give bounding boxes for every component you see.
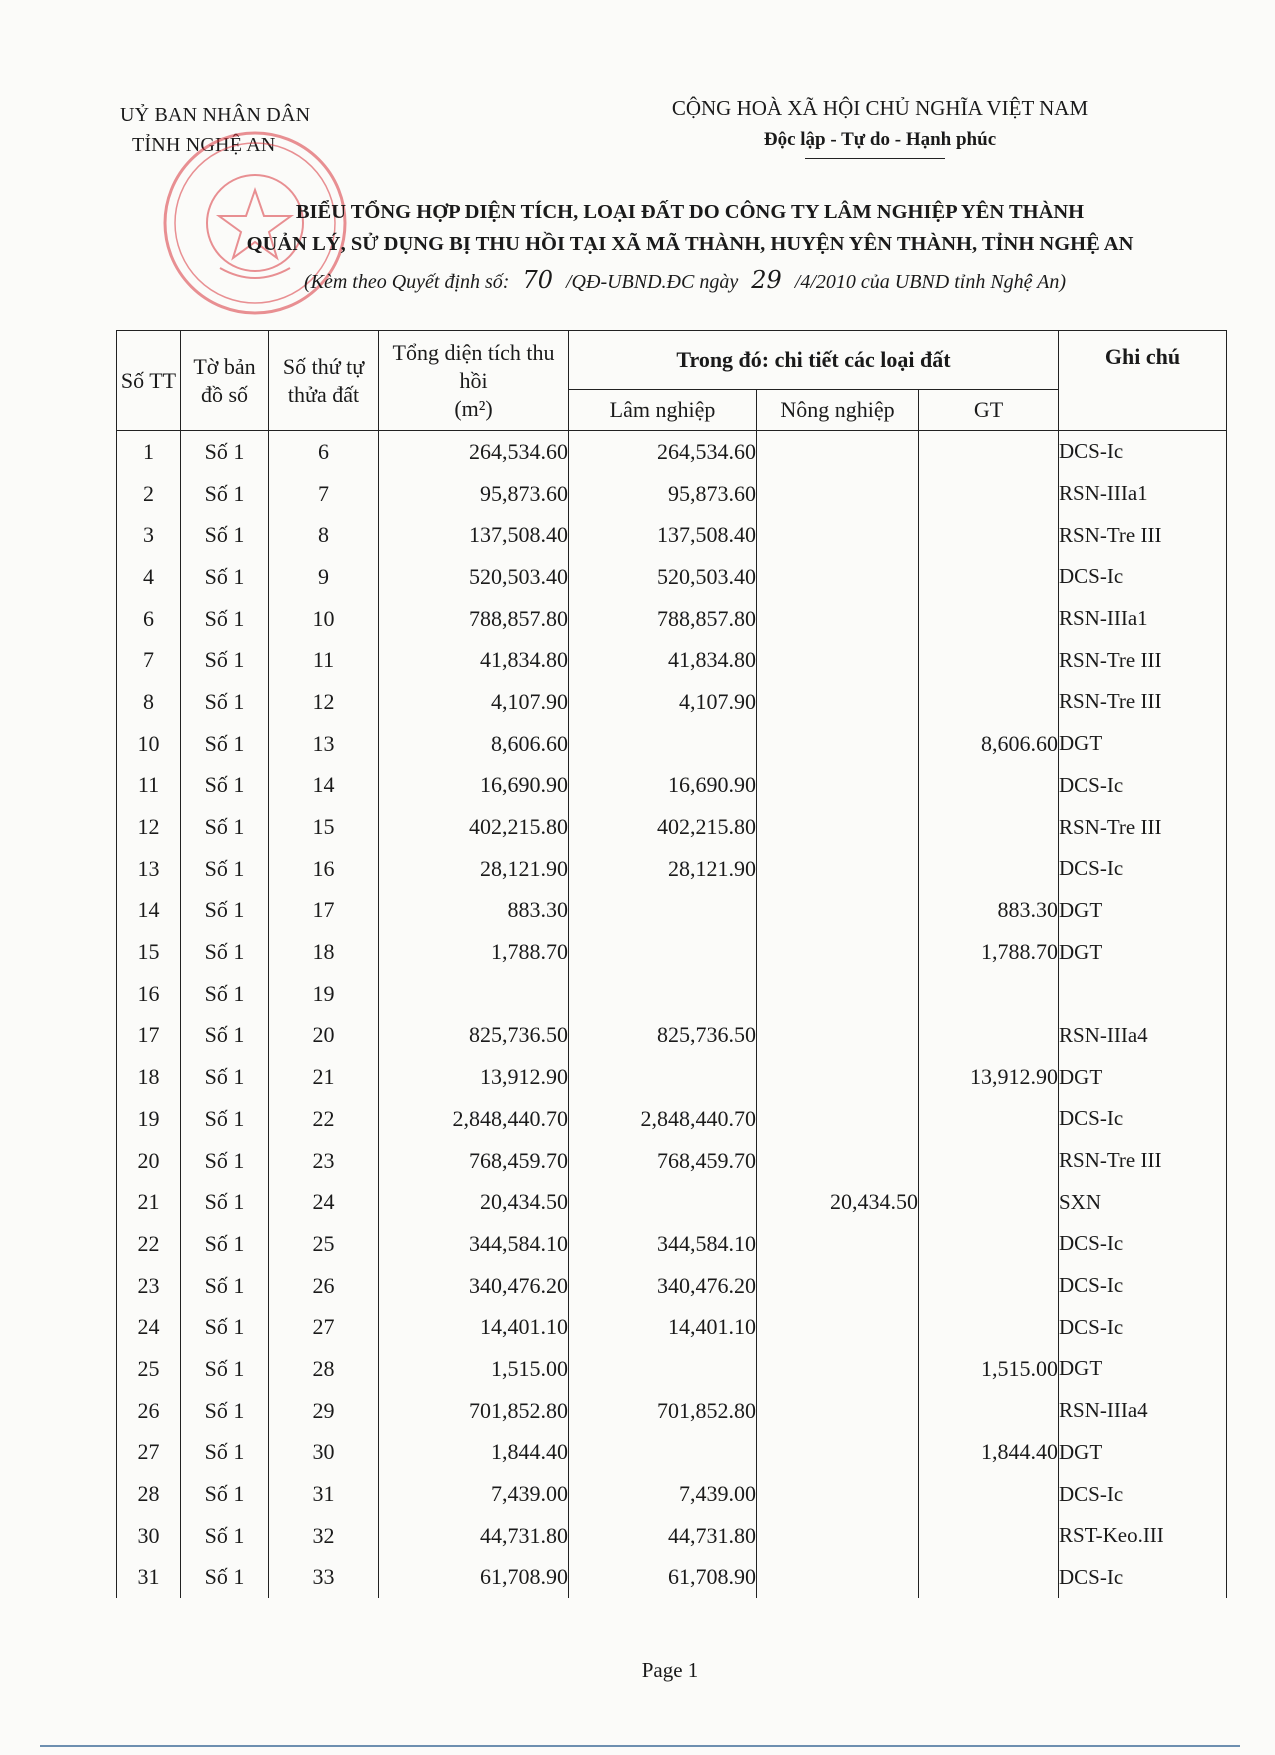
cell-stt: 19: [117, 1098, 181, 1140]
cell-agri: [757, 848, 919, 890]
cell-note: SXN: [1059, 1181, 1227, 1223]
cell-agri: [757, 1223, 919, 1265]
title-line2: QUẢN LÝ, SỬ DỤNG BỊ THU HỒI TẠI XÃ MÃ THÀNH, HUYỆN YÊN THÀNH, TỈNH NGHỆ AN: [246, 233, 1134, 255]
cell-note: DGT: [1059, 1432, 1227, 1474]
cell-forest: 4,107.90: [569, 681, 757, 723]
cell-map: Số 1: [181, 1098, 269, 1140]
cell-gt: [919, 598, 1059, 640]
decision-day: 29: [751, 266, 782, 294]
cell-forest: 137,508.40: [569, 514, 757, 556]
cell-total: 264,534.60: [379, 431, 569, 473]
cell-parcel: 7: [269, 473, 379, 515]
cell-map: Số 1: [181, 765, 269, 807]
table-row: [117, 1098, 1227, 1140]
cell-total: 825,736.50: [379, 1015, 569, 1057]
issuer-line2: TỈNH NGHỆ AN: [132, 134, 276, 156]
cell-agri: [757, 639, 919, 681]
cell-parcel: 9: [269, 556, 379, 598]
col-header-group: Trong đó: chi tiết các loại đất: [569, 331, 1059, 390]
cell-gt: 13,912.90: [919, 1056, 1059, 1098]
subtitle-part2: /QĐ-UBND.ĐC ngày: [566, 271, 739, 293]
cell-agri: [757, 1432, 919, 1474]
cell-parcel: 23: [269, 1140, 379, 1182]
cell-stt: 16: [117, 973, 181, 1015]
cell-note: RSN-IIIa4: [1059, 1015, 1227, 1057]
cell-stt: 1: [117, 431, 181, 473]
national-motto-block: [600, 92, 1160, 156]
cell-gt: [919, 806, 1059, 848]
cell-stt: 10: [117, 723, 181, 765]
cell-total: 8,606.60: [379, 723, 569, 765]
cell-stt: 20: [117, 1140, 181, 1182]
cell-forest: 264,534.60: [569, 431, 757, 473]
cell-agri: [757, 1140, 919, 1182]
cell-agri: [757, 1557, 919, 1599]
cell-agri: [757, 806, 919, 848]
cell-stt: 7: [117, 639, 181, 681]
table-row: [117, 931, 1227, 973]
cell-forest: 402,215.80: [569, 806, 757, 848]
cell-agri: [757, 1473, 919, 1515]
cell-parcel: 11: [269, 639, 379, 681]
cell-note: DCS-Ic: [1059, 1306, 1227, 1348]
cell-total: 137,508.40: [379, 514, 569, 556]
cell-forest: 520,503.40: [569, 556, 757, 598]
cell-gt: [919, 473, 1059, 515]
cell-agri: [757, 1515, 919, 1557]
col-header-gt: GT: [919, 390, 1059, 431]
cell-agri: [757, 473, 919, 515]
cell-stt: 28: [117, 1473, 181, 1515]
cell-gt: 883.30: [919, 890, 1059, 932]
cell-forest: 14,401.10: [569, 1306, 757, 1348]
table-row: [117, 473, 1227, 515]
cell-note: RSN-Tre III: [1059, 514, 1227, 556]
cell-map: Số 1: [181, 1432, 269, 1474]
cell-total: 340,476.20: [379, 1265, 569, 1307]
cell-agri: [757, 1390, 919, 1432]
cell-total: 1,788.70: [379, 931, 569, 973]
cell-stt: 21: [117, 1181, 181, 1223]
cell-total: 883.30: [379, 890, 569, 932]
cell-note: DGT: [1059, 931, 1227, 973]
subtitle-part3: /4/2010 của UBND tỉnh Nghệ An): [794, 271, 1067, 293]
cell-stt: 26: [117, 1390, 181, 1432]
table-row: [117, 1557, 1227, 1599]
cell-total: 701,852.80: [379, 1390, 569, 1432]
cell-note: DGT: [1059, 723, 1227, 765]
cell-total: 41,834.80: [379, 639, 569, 681]
cell-note: RSN-IIIa1: [1059, 473, 1227, 515]
cell-map: Số 1: [181, 931, 269, 973]
col-header-parcel: Số thứ tự thửa đất: [269, 331, 379, 431]
cell-gt: [919, 1140, 1059, 1182]
document-title: [160, 196, 1220, 260]
cell-stt: 12: [117, 806, 181, 848]
cell-forest: [569, 890, 757, 932]
cell-note: DCS-Ic: [1059, 1098, 1227, 1140]
cell-total: 13,912.90: [379, 1056, 569, 1098]
cell-map: Số 1: [181, 1515, 269, 1557]
cell-note: DGT: [1059, 1056, 1227, 1098]
cell-stt: 30: [117, 1515, 181, 1557]
cell-total: 788,857.80: [379, 598, 569, 640]
cell-gt: [919, 639, 1059, 681]
col-header-total: [379, 331, 569, 431]
cell-map: Số 1: [181, 1223, 269, 1265]
document-subtitle: [185, 266, 1185, 294]
cell-map: Số 1: [181, 890, 269, 932]
cell-parcel: 30: [269, 1432, 379, 1474]
cell-note: [1059, 973, 1227, 1015]
cell-note: RSN-Tre III: [1059, 639, 1227, 681]
cell-parcel: 27: [269, 1306, 379, 1348]
cell-parcel: 12: [269, 681, 379, 723]
col-header-stt: Số TT: [117, 331, 181, 431]
cell-note: RSN-IIIa1: [1059, 598, 1227, 640]
cell-map: Số 1: [181, 723, 269, 765]
table-row: [117, 556, 1227, 598]
cell-gt: 8,606.60: [919, 723, 1059, 765]
cell-agri: [757, 1265, 919, 1307]
cell-parcel: 20: [269, 1015, 379, 1057]
cell-forest: 95,873.60: [569, 473, 757, 515]
cell-note: DGT: [1059, 1348, 1227, 1390]
cell-parcel: 13: [269, 723, 379, 765]
cell-total: 4,107.90: [379, 681, 569, 723]
cell-forest: 788,857.80: [569, 598, 757, 640]
cell-forest: 701,852.80: [569, 1390, 757, 1432]
cell-gt: [919, 1473, 1059, 1515]
cell-agri: [757, 931, 919, 973]
national-motto: Độc lập - Tự do - Hạnh phúc: [763, 129, 997, 150]
table-row: [117, 848, 1227, 890]
cell-map: Số 1: [181, 1056, 269, 1098]
cell-total: 16,690.90: [379, 765, 569, 807]
cell-forest: 768,459.70: [569, 1140, 757, 1182]
cell-map: Số 1: [181, 681, 269, 723]
cell-gt: [919, 765, 1059, 807]
cell-note: DCS-Ic: [1059, 1223, 1227, 1265]
cell-gt: [919, 1181, 1059, 1223]
cell-agri: [757, 1056, 919, 1098]
cell-parcel: 28: [269, 1348, 379, 1390]
cell-forest: [569, 1432, 757, 1474]
cell-forest: 344,584.10: [569, 1223, 757, 1265]
cell-parcel: 16: [269, 848, 379, 890]
cell-agri: [757, 1306, 919, 1348]
table-row: [117, 598, 1227, 640]
cell-total: 1,515.00: [379, 1348, 569, 1390]
cell-agri: [757, 431, 919, 473]
table-row: [117, 1515, 1227, 1557]
cell-stt: 4: [117, 556, 181, 598]
table-row: [117, 1473, 1227, 1515]
cell-gt: [919, 973, 1059, 1015]
cell-gt: [919, 431, 1059, 473]
table-row: [117, 1432, 1227, 1474]
cell-parcel: 24: [269, 1181, 379, 1223]
table-row: [117, 1140, 1227, 1182]
cell-forest: 825,736.50: [569, 1015, 757, 1057]
col-header-map: Tờ bản đồ số: [181, 331, 269, 431]
table-row: [117, 806, 1227, 848]
table-row: [117, 1306, 1227, 1348]
cell-forest: [569, 1056, 757, 1098]
cell-forest: [569, 723, 757, 765]
page-bottom-divider: [40, 1745, 1240, 1747]
cell-parcel: 15: [269, 806, 379, 848]
national-name: CỘNG HOÀ XÃ HỘI CHỦ NGHĨA VIỆT NAM: [671, 96, 1089, 120]
cell-forest: [569, 931, 757, 973]
cell-total: 14,401.10: [379, 1306, 569, 1348]
cell-stt: 31: [117, 1557, 181, 1599]
cell-stt: 11: [117, 765, 181, 807]
cell-map: Số 1: [181, 431, 269, 473]
decision-number: 70: [522, 266, 553, 294]
cell-forest: 61,708.90: [569, 1557, 757, 1599]
cell-parcel: 14: [269, 765, 379, 807]
cell-agri: [757, 1098, 919, 1140]
cell-note: RST-Keo.III: [1059, 1515, 1227, 1557]
cell-agri: [757, 514, 919, 556]
cell-gt: [919, 1098, 1059, 1140]
cell-gt: [919, 556, 1059, 598]
cell-note: DCS-Ic: [1059, 1265, 1227, 1307]
cell-map: Số 1: [181, 973, 269, 1015]
cell-stt: 22: [117, 1223, 181, 1265]
issuer-line1: UỶ BAN NHÂN DÂN: [120, 104, 311, 126]
cell-total: 1,844.40: [379, 1432, 569, 1474]
cell-agri: [757, 973, 919, 1015]
table-row: [117, 1056, 1227, 1098]
cell-note: RSN-Tre III: [1059, 681, 1227, 723]
cell-stt: 3: [117, 514, 181, 556]
table-row: [117, 1390, 1227, 1432]
subtitle-part1: (Kèm theo Quyết định số:: [303, 271, 510, 293]
cell-forest: [569, 1348, 757, 1390]
col-header-total-label: Tổng diện tích thu hồi: [392, 339, 555, 393]
cell-forest: 7,439.00: [569, 1473, 757, 1515]
cell-map: Số 1: [181, 473, 269, 515]
cell-map: Số 1: [181, 1473, 269, 1515]
cell-stt: 13: [117, 848, 181, 890]
cell-map: Số 1: [181, 848, 269, 890]
cell-note: RSN-IIIa4: [1059, 1390, 1227, 1432]
cell-parcel: 8: [269, 514, 379, 556]
cell-total: 44,731.80: [379, 1515, 569, 1557]
cell-map: Số 1: [181, 514, 269, 556]
cell-note: RSN-Tre III: [1059, 1140, 1227, 1182]
table-row: [117, 514, 1227, 556]
motto-underline: [805, 158, 945, 159]
cell-map: Số 1: [181, 1140, 269, 1182]
cell-note: DCS-Ic: [1059, 848, 1227, 890]
cell-forest: 16,690.90: [569, 765, 757, 807]
cell-total: 7,439.00: [379, 1473, 569, 1515]
cell-note: DGT: [1059, 890, 1227, 932]
cell-agri: [757, 723, 919, 765]
cell-stt: 15: [117, 931, 181, 973]
cell-stt: 24: [117, 1306, 181, 1348]
cell-forest: 44,731.80: [569, 1515, 757, 1557]
table-row: [117, 765, 1227, 807]
cell-note: DCS-Ic: [1059, 431, 1227, 473]
cell-parcel: 22: [269, 1098, 379, 1140]
cell-note: DCS-Ic: [1059, 1473, 1227, 1515]
cell-note: RSN-Tre III: [1059, 806, 1227, 848]
table-row: [117, 639, 1227, 681]
cell-map: Số 1: [181, 1306, 269, 1348]
col-header-agri: Nông nghiệp: [757, 390, 919, 431]
table-row: [117, 1348, 1227, 1390]
cell-parcel: 17: [269, 890, 379, 932]
cell-total: 2,848,440.70: [379, 1098, 569, 1140]
cell-parcel: 21: [269, 1056, 379, 1098]
cell-total: 520,503.40: [379, 556, 569, 598]
cell-agri: [757, 598, 919, 640]
cell-stt: 27: [117, 1432, 181, 1474]
cell-parcel: 31: [269, 1473, 379, 1515]
cell-forest: 340,476.20: [569, 1265, 757, 1307]
cell-parcel: 25: [269, 1223, 379, 1265]
cell-stt: 2: [117, 473, 181, 515]
cell-parcel: 32: [269, 1515, 379, 1557]
cell-total: 61,708.90: [379, 1557, 569, 1599]
cell-parcel: 18: [269, 931, 379, 973]
cell-agri: [757, 765, 919, 807]
cell-forest: [569, 1181, 757, 1223]
cell-gt: [919, 681, 1059, 723]
cell-stt: 17: [117, 1015, 181, 1057]
table-row: [117, 681, 1227, 723]
cell-stt: 8: [117, 681, 181, 723]
cell-note: DCS-Ic: [1059, 556, 1227, 598]
cell-parcel: 26: [269, 1265, 379, 1307]
cell-parcel: 33: [269, 1557, 379, 1599]
cell-parcel: 29: [269, 1390, 379, 1432]
col-header-total-unit: (m²): [454, 395, 493, 421]
table-row: [117, 1181, 1227, 1223]
cell-agri: [757, 1348, 919, 1390]
cell-parcel: 10: [269, 598, 379, 640]
table-row: [117, 973, 1227, 1015]
title-line1: BIỂU TỔNG HỢP DIỆN TÍCH, LOẠI ĐẤT DO CÔNG TY LÂM NGHIỆP YÊN THÀNH: [295, 201, 1085, 223]
cell-gt: 1,788.70: [919, 931, 1059, 973]
cell-stt: 6: [117, 598, 181, 640]
cell-forest: 28,121.90: [569, 848, 757, 890]
cell-total: 95,873.60: [379, 473, 569, 515]
cell-note: DCS-Ic: [1059, 1557, 1227, 1599]
cell-parcel: 6: [269, 431, 379, 473]
cell-agri: [757, 890, 919, 932]
cell-note: DCS-Ic: [1059, 765, 1227, 807]
cell-map: Số 1: [181, 1015, 269, 1057]
cell-map: Số 1: [181, 639, 269, 681]
cell-gt: [919, 848, 1059, 890]
cell-map: Số 1: [181, 806, 269, 848]
cell-map: Số 1: [181, 1390, 269, 1432]
cell-gt: [919, 1390, 1059, 1432]
cell-map: Số 1: [181, 598, 269, 640]
cell-parcel: 19: [269, 973, 379, 1015]
cell-total: [379, 973, 569, 1015]
col-header-note: Ghi chú: [1059, 331, 1227, 431]
cell-map: Số 1: [181, 1181, 269, 1223]
cell-gt: 1,515.00: [919, 1348, 1059, 1390]
col-header-forest: Lâm nghiệp: [569, 390, 757, 431]
cell-gt: [919, 1223, 1059, 1265]
cell-forest: [569, 973, 757, 1015]
cell-map: Số 1: [181, 1265, 269, 1307]
cell-stt: 25: [117, 1348, 181, 1390]
cell-map: Số 1: [181, 1348, 269, 1390]
land-area-table: [116, 330, 1227, 1598]
cell-total: 20,434.50: [379, 1181, 569, 1223]
cell-total: 768,459.70: [379, 1140, 569, 1182]
cell-gt: [919, 1015, 1059, 1057]
table-row: [117, 1015, 1227, 1057]
cell-gt: [919, 1306, 1059, 1348]
cell-total: 28,121.90: [379, 848, 569, 890]
cell-stt: 23: [117, 1265, 181, 1307]
cell-total: 344,584.10: [379, 1223, 569, 1265]
table-row: [117, 431, 1227, 473]
cell-map: Số 1: [181, 1557, 269, 1599]
cell-agri: [757, 1015, 919, 1057]
cell-gt: [919, 1265, 1059, 1307]
cell-agri: 20,434.50: [757, 1181, 919, 1223]
table-row: [117, 1223, 1227, 1265]
page-number: Page 1: [641, 1658, 699, 1682]
cell-gt: 1,844.40: [919, 1432, 1059, 1474]
table-row: [117, 890, 1227, 932]
cell-total: 402,215.80: [379, 806, 569, 848]
table-row: [117, 1265, 1227, 1307]
cell-map: Số 1: [181, 556, 269, 598]
cell-gt: [919, 1557, 1059, 1599]
cell-stt: 14: [117, 890, 181, 932]
cell-agri: [757, 681, 919, 723]
cell-forest: 2,848,440.70: [569, 1098, 757, 1140]
cell-gt: [919, 1515, 1059, 1557]
table-row: [117, 723, 1227, 765]
cell-agri: [757, 556, 919, 598]
cell-forest: 41,834.80: [569, 639, 757, 681]
cell-gt: [919, 514, 1059, 556]
cell-stt: 18: [117, 1056, 181, 1098]
